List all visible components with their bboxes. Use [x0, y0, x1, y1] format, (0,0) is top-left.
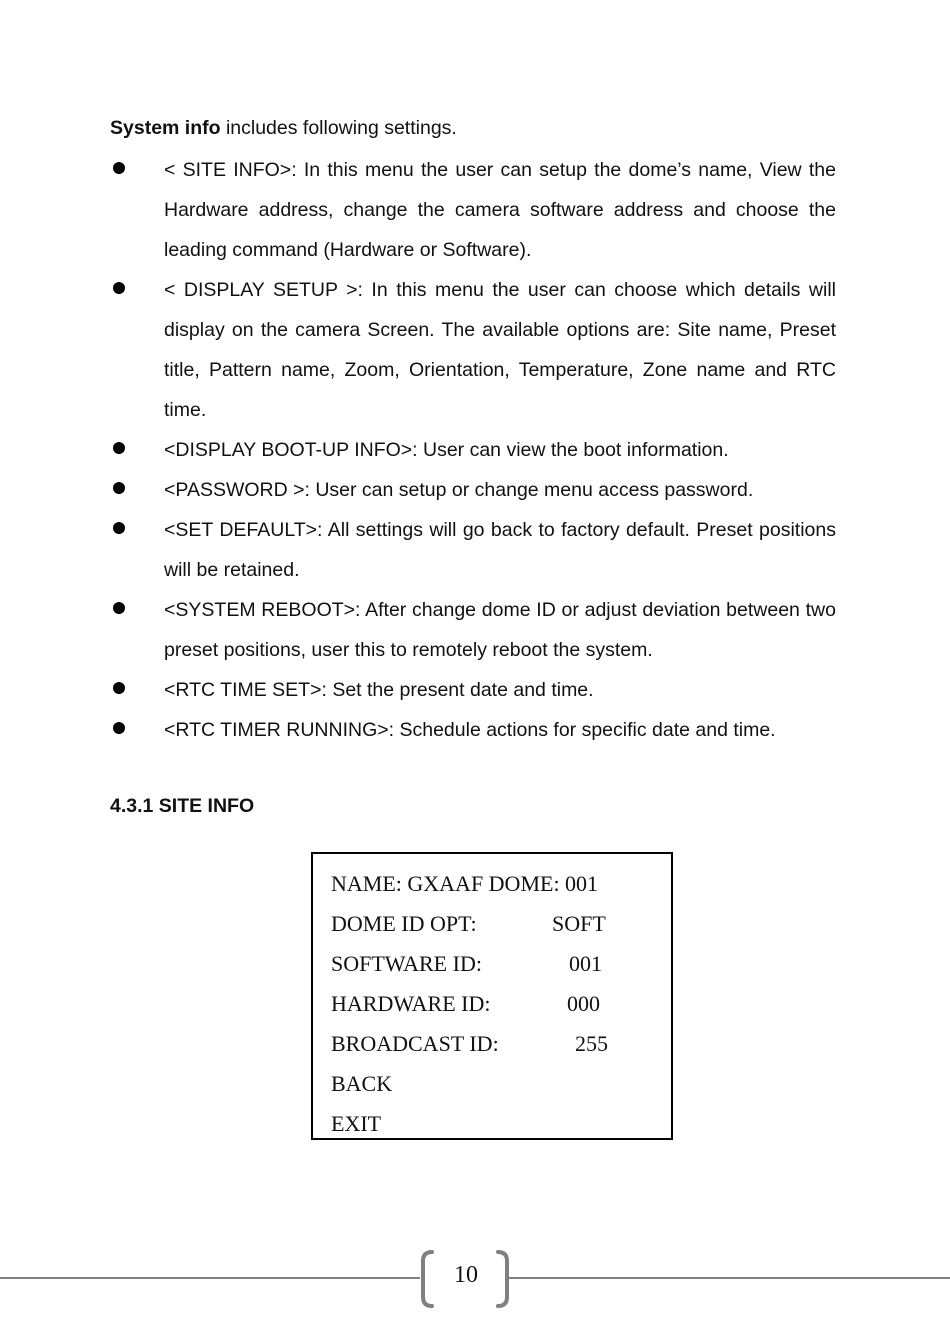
section-heading: 4.3.1 SITE INFO [110, 795, 255, 817]
bullet-dot-icon [113, 442, 125, 454]
bullet-set-default [110, 510, 836, 590]
menu-row-exit [331, 1104, 381, 1144]
page-number: 10 [454, 1262, 478, 1288]
bullet-dot-icon [113, 482, 125, 494]
intro-paragraph [110, 114, 457, 142]
bullet-text: < SITE INFO>: In this menu the user can setup the dome’s name, View the Hardware address, change the camera software address and choose the leading command (Hardware or Software). [164, 159, 836, 261]
bullet-display-boot-up-info [110, 430, 836, 470]
bullet-password [110, 470, 836, 510]
menu-row-value: SOFT [552, 911, 606, 936]
menu-row-label: DOME ID OPT: [331, 911, 477, 936]
bullet-text: <SET DEFAULT>: All settings will go back to factory default. Preset positions will be retained. [164, 519, 836, 581]
menu-row-hardware-id [331, 984, 600, 1024]
footer-divider-right [508, 1277, 950, 1279]
menu-row-label: SOFTWARE ID: [331, 951, 482, 976]
bullet-text: <DISPLAY BOOT-UP INFO>: User can view the boot information. [164, 439, 729, 461]
bullet-text: < DISPLAY SETUP >: In this menu the user can choose which details will display on the camera Screen. The available options are: Site name, Preset title, Pattern name, Zoom, Orientation, Temperature, Zone name and RTC time. [164, 279, 836, 421]
bullet-rtc-time-set [110, 670, 836, 710]
menu-row-dome-id-opt [331, 904, 606, 944]
bullet-dot-icon [113, 162, 125, 174]
bullet-text: <PASSWORD >: User can setup or change menu access password. [164, 479, 754, 501]
bullet-dot-icon [113, 682, 125, 694]
footer-divider-left [0, 1277, 420, 1279]
intro-bold-term: System info [110, 117, 221, 139]
bullet-text: <SYSTEM REBOOT>: After change dome ID or adjust deviation between two preset positions, user this to remotely reboot the system. [164, 599, 836, 661]
bullet-text: <RTC TIMER RUNNING>: Schedule actions for specific date and time. [164, 719, 776, 741]
menu-row-back [331, 1064, 392, 1104]
menu-row-label: BACK [331, 1071, 393, 1096]
bullet-site-info [110, 150, 836, 270]
bullet-dot-icon [113, 282, 125, 294]
menu-row-value: 000 [567, 991, 600, 1016]
bullet-rtc-timer-running [110, 710, 836, 750]
bullet-display-setup [110, 270, 836, 430]
menu-row-label: EXIT [331, 1111, 382, 1136]
menu-row-value: 001 [569, 951, 602, 976]
menu-row-label: BROADCAST ID: [331, 1031, 499, 1056]
menu-row-label: NAME: GXAAF DOME: 001 [331, 871, 599, 896]
bullet-text: <RTC TIME SET>: Set the present date and time. [164, 679, 594, 701]
menu-row-name [331, 864, 598, 904]
bullet-system-reboot [110, 590, 836, 670]
menu-row-value: 255 [575, 1031, 608, 1056]
settings-bullet-list [110, 150, 836, 750]
menu-row-broadcast-id [331, 1024, 608, 1064]
intro-text: includes following settings. [220, 117, 457, 139]
site-info-menu-box [311, 852, 673, 1140]
bullet-dot-icon [113, 722, 125, 734]
menu-row-software-id [331, 944, 602, 984]
bullet-dot-icon [113, 522, 125, 534]
menu-row-label: HARDWARE ID: [331, 991, 491, 1016]
bullet-dot-icon [113, 602, 125, 614]
